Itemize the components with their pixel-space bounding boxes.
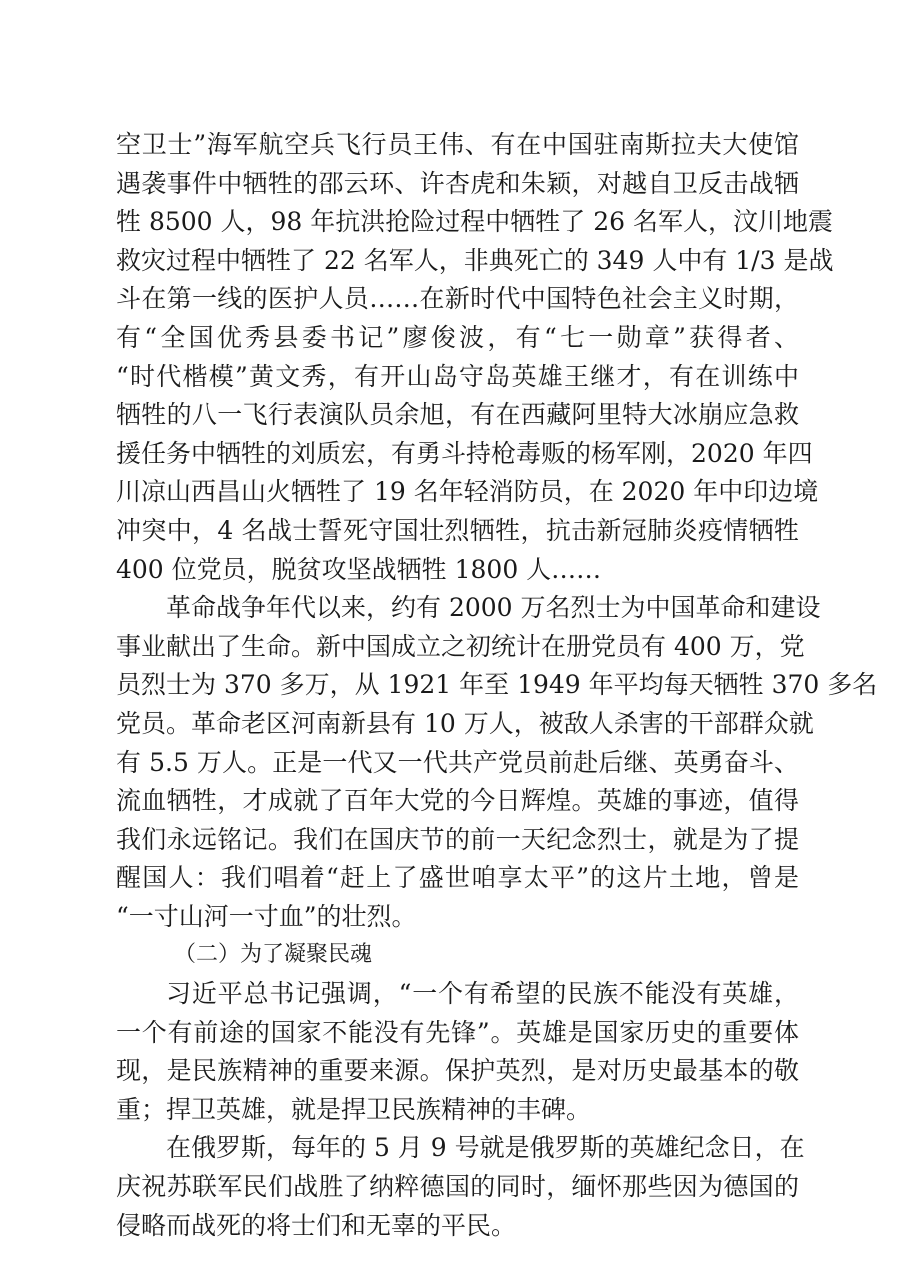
text-line: 川凉山西昌山火牺牲了 19 名年轻消防员，在 2020 年中印边境 [116, 477, 819, 507]
text-line: 救灾过程中牺牲了 22 名军人，非典死亡的 349 人中有 1/3 是战 [116, 245, 834, 275]
text-line: “时代楷模”黄文秀，有开山岛守岛英雄王继才，有在训练中 [116, 361, 799, 391]
text-line: 冲突中，4 名战士誓死守国壮烈牺牲，抗击新冠肺炎疫情牺牲 [116, 515, 799, 545]
text-line: 牺牲的八一飞行表演队员余旭，有在西藏阿里特大冰崩应急救 [116, 400, 799, 430]
text-line: 遇袭事件中牺牲的邵云环、许杏虎和朱颖，对越自卫反击战牺 [116, 168, 799, 198]
text-line: 400 位党员，脱贫攻坚战牺牲 1800 人…… [116, 554, 602, 584]
text-line: 在俄罗斯，每年的 5 月 9 号就是俄罗斯的英雄纪念日，在 [166, 1133, 805, 1163]
text-line: 一个有前途的国家不能没有先锋”。英雄是国家历史的重要体 [116, 1017, 799, 1047]
text-line: 牲 8500 人，98 年抗洪抢险过程中牺牲了 26 名军人，汶川地震 [116, 207, 833, 237]
text-line: 员烈士为 370 多万，从 1921 年至 1949 年平均每天牺牲 370 多名 [116, 670, 878, 700]
text-line: 党员。革命老区河南新县有 10 万人，被敌人杀害的干部群众就 [116, 708, 814, 738]
section-heading: （二）为了凝聚民魂 [174, 942, 373, 968]
text-line: 援任务中牺牲的刘质宏，有勇斗持枪毒贩的杨军刚，2020 年四 [116, 438, 813, 468]
text-line: 流血牺牲，才成就了百年大党的今日辉煌。英雄的事迹，值得 [116, 786, 799, 816]
text-line: 现，是民族精神的重要来源。保护英烈，是对历史最基本的敬 [116, 1056, 799, 1086]
text-line: 有 5.5 万人。正是一代又一代共产党员前赴后继、英勇奋斗、 [116, 747, 799, 777]
text-line: 习近平总书记强调，“一个有希望的民族不能没有英雄， [166, 979, 799, 1009]
text-line: 空卫士”海军航空兵飞行员王伟、有在中国驻南斯拉夫大使馆 [116, 130, 799, 159]
text-line: 侵略而战死的将士们和无辜的平民。 [116, 1210, 517, 1240]
text-line: 我们永远铭记。我们在国庆节的前一天纪念烈士，就是为了提 [116, 824, 799, 854]
text-line: 有“全国优秀县委书记”廖俊波，有“七一勋章”获得者、 [116, 322, 799, 352]
text-line: 斗在第一线的医护人员……在新时代中国特色社会主义时期， [116, 284, 799, 314]
text-line: “一寸山河一寸血”的壮烈。 [116, 901, 417, 931]
text-line: 庆祝苏联军民们战胜了纳粹德国的同时，缅怀那些因为德国的 [116, 1172, 799, 1202]
text-line: 革命战争年代以来，约有 2000 万名烈士为中国革命和建设 [166, 593, 821, 623]
text-line: 事业献出了生命。新中国成立之初统计在册党员有 400 万，党 [116, 631, 805, 661]
text-line: 醒国人：我们唱着“赶上了盛世咱享太平”的这片土地，曾是 [116, 863, 799, 893]
text-line: 重；捍卫英雄，就是捍卫民族精神的丰碑。 [116, 1094, 592, 1124]
